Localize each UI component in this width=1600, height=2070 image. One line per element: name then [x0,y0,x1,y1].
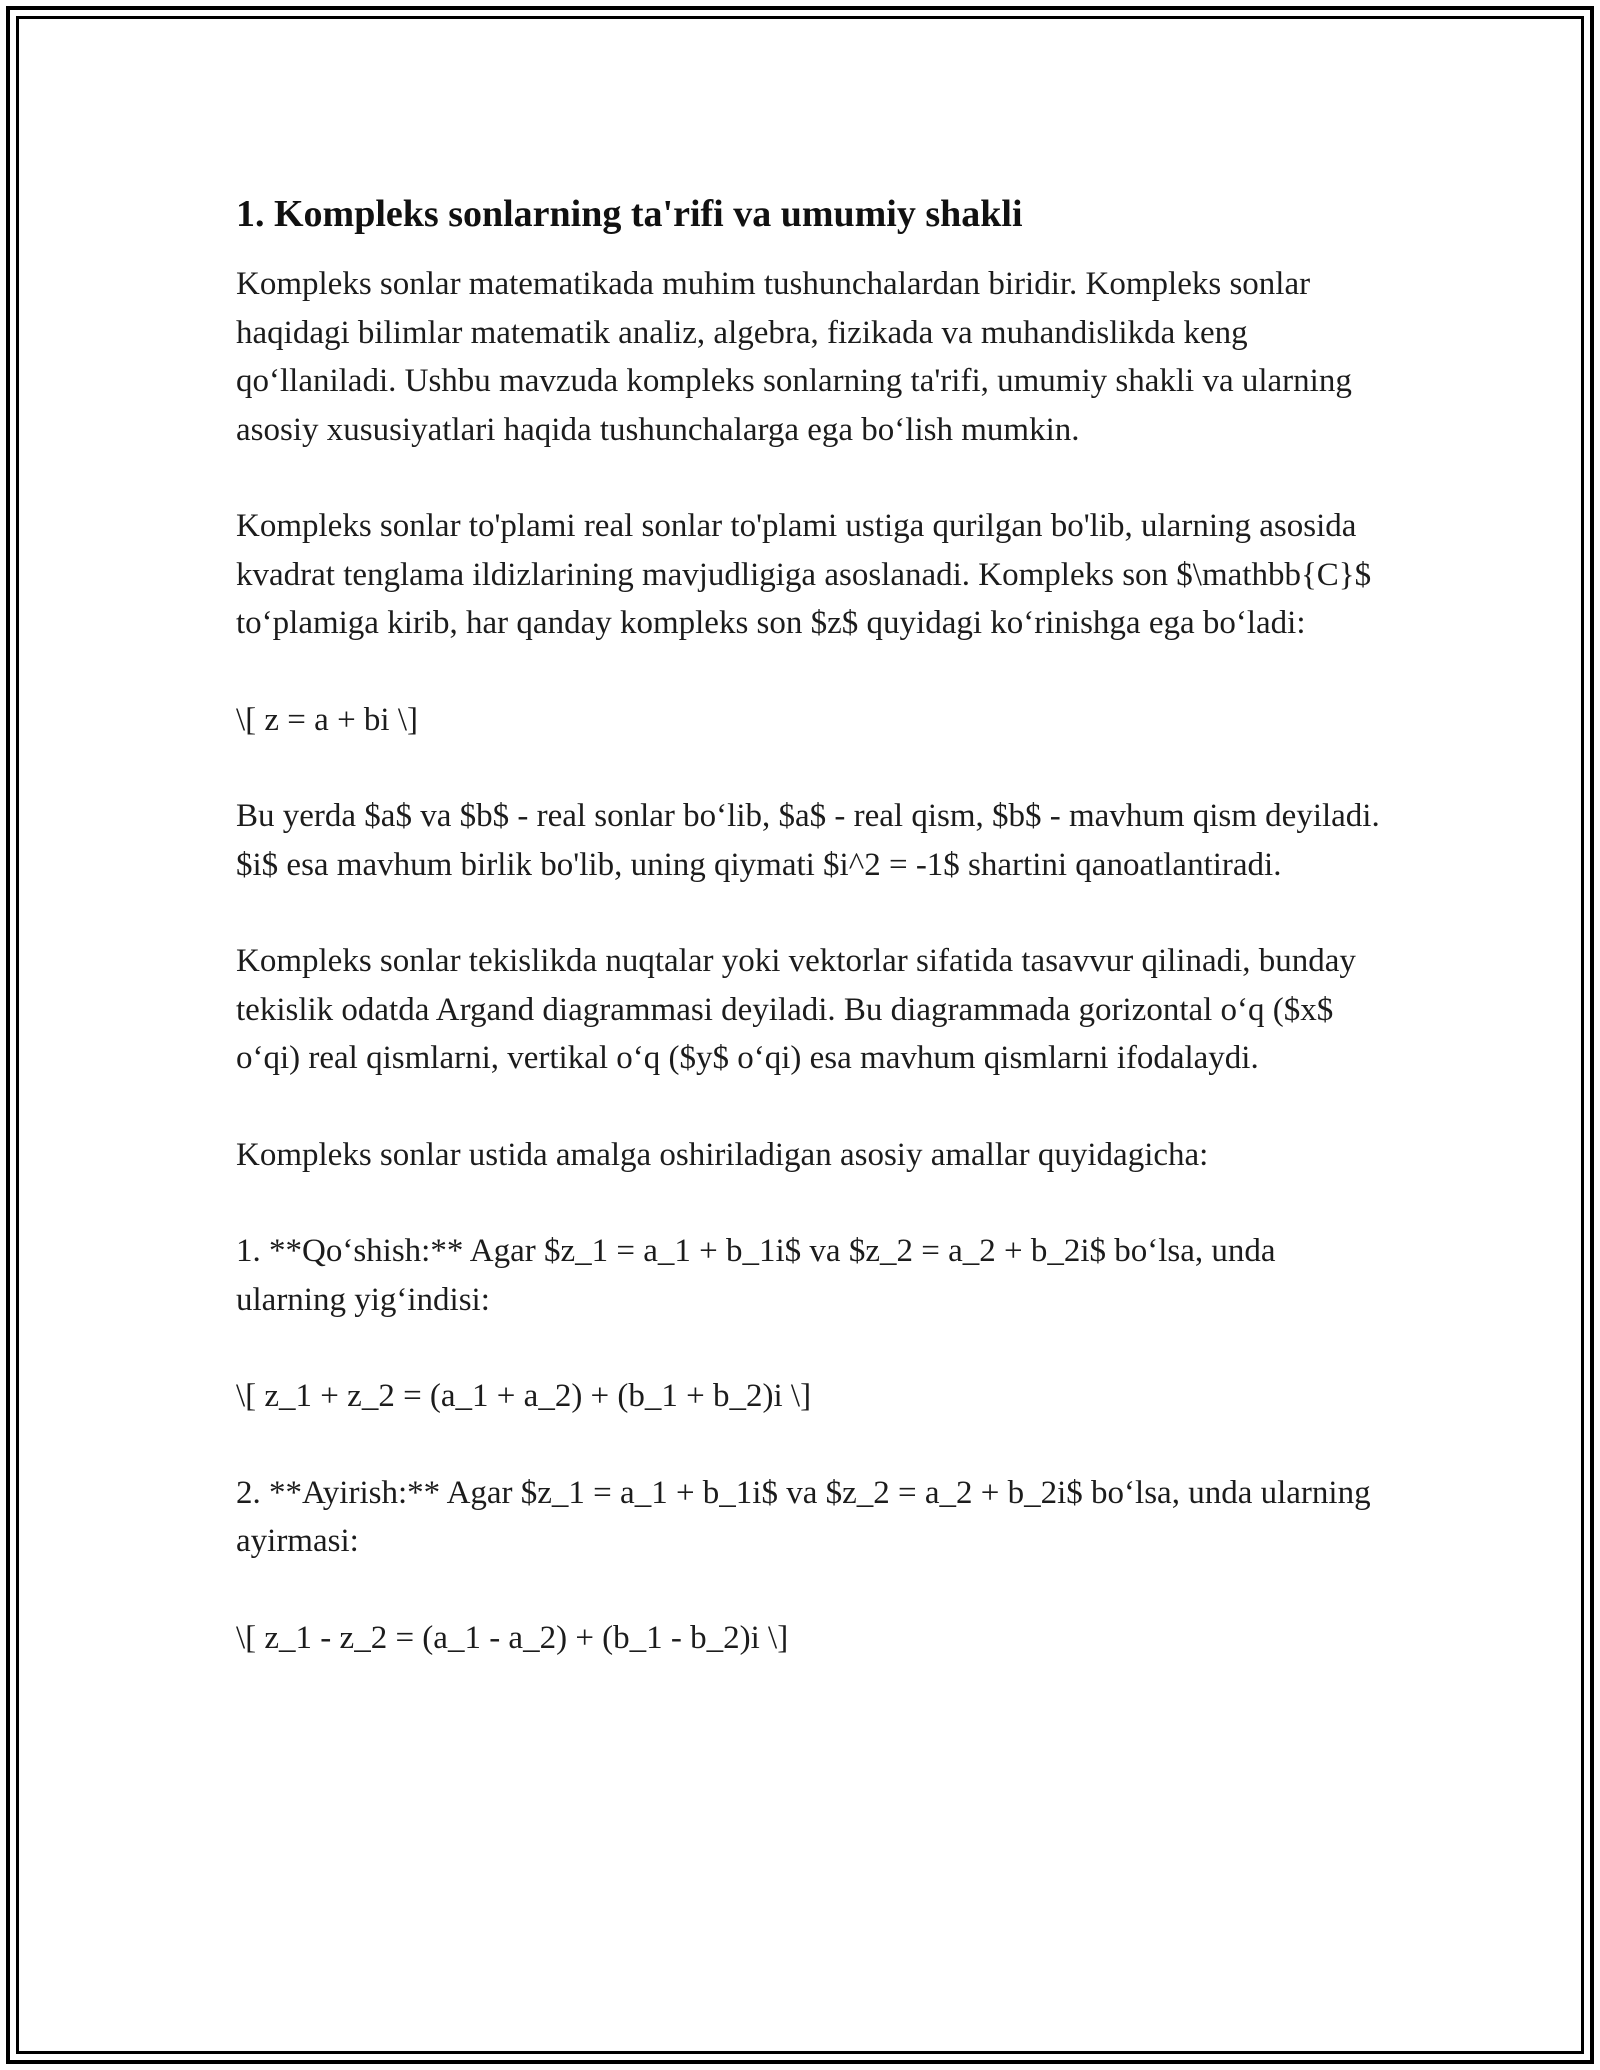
paragraph-real-imaginary: Bu yerda $a$ va $b$ - real sonlar bo‘lib, $a$ - real qism, $b$ - mavhum qism deyiladi. $i$ esa mavhum birlik bo'lib, uning qiymati $i^2 = -1$ shartini qanoatlantiradi. [236,798,1380,883]
paragraph-subtraction: 2. **Ayirish:** Agar $z_1 = a_1 + b_1i$ va $z_2 = a_2 + b_2i$ bo‘lsa, unda ularning ayirmasi: [236,1474,1371,1559]
formula-addition: \[ z_1 + z_2 = (a_1 + a_2) + (b_1 + b_2)i \] [236,1378,812,1414]
document-body [236,186,1386,1710]
paragraph-addition: 1. **Qo‘shish:** Agar $z_1 = a_1 + b_1i$ va $z_2 = a_2 + b_2i$ bo‘lsa, unda ularning yig‘indisi: [236,1233,1276,1318]
paragraph-operations-intro: Kompleks sonlar ustida amalga oshiriladigan asosiy amallar quyidagicha: [236,1136,1209,1173]
formula-subtraction: \[ z_1 - z_2 = (a_1 - a_2) + (b_1 - b_2)i \] [236,1619,789,1656]
paragraph-argand: Kompleks sonlar tekislikda nuqtalar yoki vektorlar sifatida tasavvur qilinadi, bunday tekislik odatda Argand diagrammasi deyiladi. Bu diagrammada gorizontal o‘q ($x$ o‘qi) real qismlarni, vertikal o‘q ($y$ o‘qi) esa mavhum qismlarni ifodalaydi. [236,943,1356,1076]
formula-general-form: \[ z = a + bi \] [236,701,418,738]
paragraph-intro: Kompleks sonlar matematikada muhim tushunchalardan biridir. Kompleks sonlar haqidagi bilimlar matematik analiz, algebra, fizikada va muhandislikda keng qo‘llaniladi. Ushbu mavzuda kompleks sonlarning ta'rifi, umumiy shakli va ularning asosiy xususiyatlari haqida tushunchalarga ega bo‘lish mumkin. [236,266,1352,448]
paragraph-complex-set: Kompleks sonlar to'plami real sonlar to'plami ustiga qurilgan bo'lib, ularning asosida kvadrat tenglama ildizlarining mavjudligiga asoslanadi. Kompleks son $\mathbb{C}$ to‘plamiga kirib, har qanday kompleks son $z$ quyidagi ko‘rinishga ega bo‘ladi: [236,508,1372,641]
section-heading: 1. Kompleks sonlarning ta'rifi va umumiy shakli [236,193,1023,235]
